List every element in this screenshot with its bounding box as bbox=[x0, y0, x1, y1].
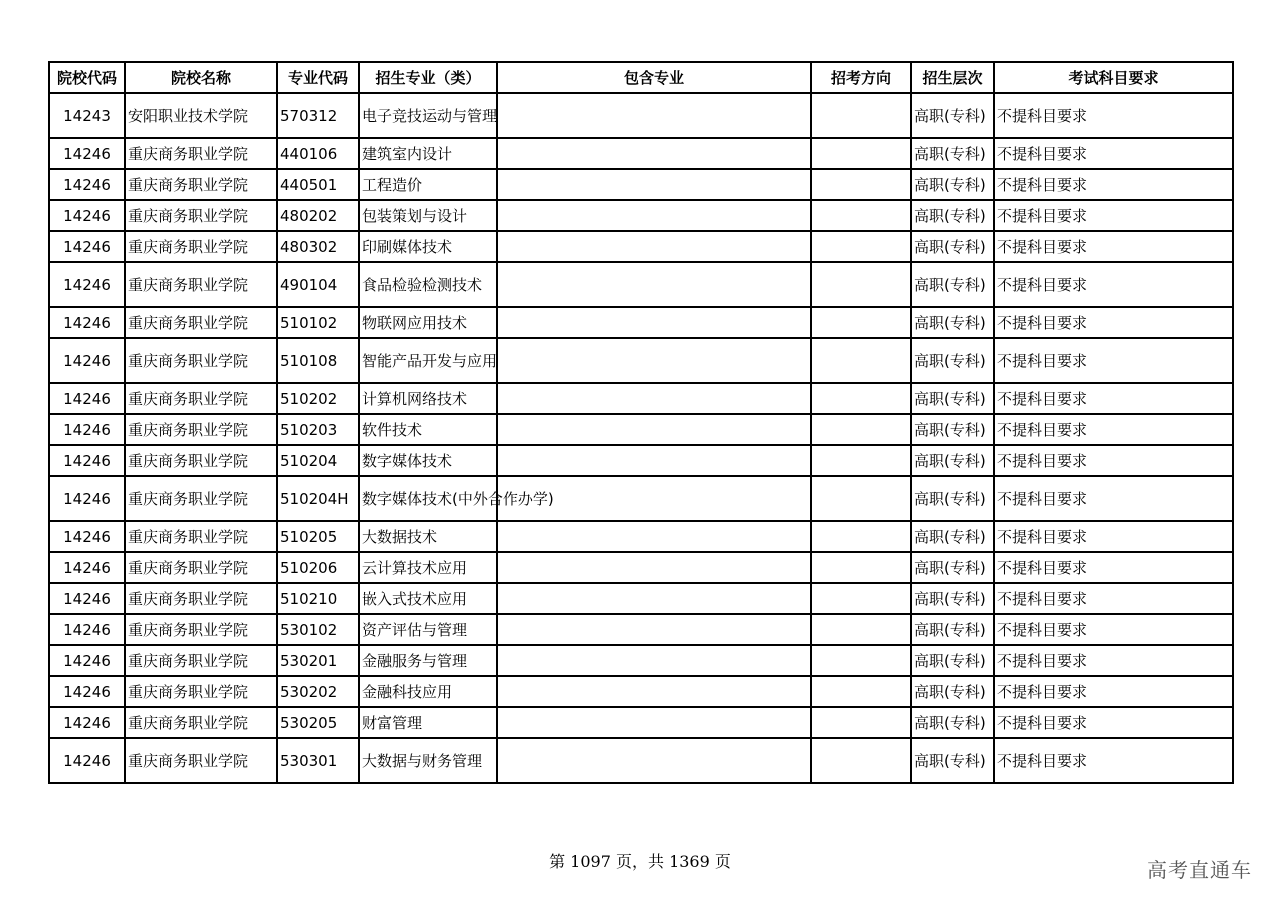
cell-requirement: 不提科目要求 bbox=[994, 552, 1233, 583]
cell-direction bbox=[811, 521, 911, 552]
cell-requirement: 不提科目要求 bbox=[994, 445, 1233, 476]
cell-school-code: 14246 bbox=[49, 583, 125, 614]
cell-direction bbox=[811, 383, 911, 414]
cell-major: 工程造价 bbox=[359, 169, 497, 200]
cell-direction bbox=[811, 476, 911, 521]
cell-direction bbox=[811, 138, 911, 169]
cell-major-code: 480202 bbox=[277, 200, 359, 231]
table-row bbox=[49, 707, 1233, 738]
cell-requirement: 不提科目要求 bbox=[994, 707, 1233, 738]
cell-major-code: 480302 bbox=[277, 231, 359, 262]
cell-major-code: 570312 bbox=[277, 93, 359, 138]
cell-includes bbox=[497, 338, 811, 383]
cell-major: 食品检验检测技术 bbox=[359, 262, 497, 307]
cell-school-code: 14246 bbox=[49, 200, 125, 231]
cell-includes bbox=[497, 676, 811, 707]
table-row bbox=[49, 93, 1233, 138]
cell-level: 高职(专科) bbox=[911, 521, 994, 552]
header-school-code: 院校代码 bbox=[49, 62, 125, 93]
cell-direction bbox=[811, 338, 911, 383]
cell-major-code: 440501 bbox=[277, 169, 359, 200]
cell-major: 数字媒体技术(中外合作办学) bbox=[359, 476, 497, 521]
cell-requirement: 不提科目要求 bbox=[994, 614, 1233, 645]
table-row bbox=[49, 200, 1233, 231]
cell-includes bbox=[497, 200, 811, 231]
cell-requirement: 不提科目要求 bbox=[994, 676, 1233, 707]
cell-level: 高职(专科) bbox=[911, 583, 994, 614]
cell-level: 高职(专科) bbox=[911, 676, 994, 707]
cell-school-name: 重庆商务职业学院 bbox=[125, 521, 277, 552]
cell-school-code: 14246 bbox=[49, 138, 125, 169]
table-row bbox=[49, 338, 1233, 383]
cell-major: 嵌入式技术应用 bbox=[359, 583, 497, 614]
cell-major: 财富管理 bbox=[359, 707, 497, 738]
cell-major: 大数据与财务管理 bbox=[359, 738, 497, 783]
cell-major: 软件技术 bbox=[359, 414, 497, 445]
cell-level: 高职(专科) bbox=[911, 414, 994, 445]
cell-level: 高职(专科) bbox=[911, 707, 994, 738]
cell-major-code: 510102 bbox=[277, 307, 359, 338]
table-row bbox=[49, 552, 1233, 583]
cell-school-code: 14246 bbox=[49, 383, 125, 414]
table-row bbox=[49, 645, 1233, 676]
cell-school-code: 14246 bbox=[49, 445, 125, 476]
cell-includes bbox=[497, 645, 811, 676]
cell-school-name: 重庆商务职业学院 bbox=[125, 307, 277, 338]
cell-includes bbox=[497, 445, 811, 476]
cell-school-code: 14246 bbox=[49, 676, 125, 707]
cell-school-name: 重庆商务职业学院 bbox=[125, 676, 277, 707]
cell-school-code: 14246 bbox=[49, 707, 125, 738]
cell-level: 高职(专科) bbox=[911, 383, 994, 414]
admissions-table bbox=[48, 61, 1234, 784]
cell-school-code: 14246 bbox=[49, 338, 125, 383]
cell-requirement: 不提科目要求 bbox=[994, 169, 1233, 200]
table-row bbox=[49, 445, 1233, 476]
cell-direction bbox=[811, 445, 911, 476]
cell-requirement: 不提科目要求 bbox=[994, 93, 1233, 138]
cell-includes bbox=[497, 307, 811, 338]
cell-direction bbox=[811, 93, 911, 138]
table-row bbox=[49, 414, 1233, 445]
table-row bbox=[49, 231, 1233, 262]
cell-major: 印刷媒体技术 bbox=[359, 231, 497, 262]
cell-major: 资产评估与管理 bbox=[359, 614, 497, 645]
cell-direction bbox=[811, 414, 911, 445]
cell-includes bbox=[497, 614, 811, 645]
cell-major-code: 530201 bbox=[277, 645, 359, 676]
table-row bbox=[49, 614, 1233, 645]
cell-includes bbox=[497, 552, 811, 583]
cell-major-code: 510210 bbox=[277, 583, 359, 614]
table-row bbox=[49, 262, 1233, 307]
cell-school-name: 重庆商务职业学院 bbox=[125, 583, 277, 614]
cell-level: 高职(专科) bbox=[911, 645, 994, 676]
cell-school-name: 重庆商务职业学院 bbox=[125, 645, 277, 676]
cell-requirement: 不提科目要求 bbox=[994, 262, 1233, 307]
header-school-name: 院校名称 bbox=[125, 62, 277, 93]
cell-school-name: 重庆商务职业学院 bbox=[125, 445, 277, 476]
cell-school-code: 14246 bbox=[49, 476, 125, 521]
page-number-footer: 第 1097 页，共 1369 页 bbox=[549, 852, 731, 871]
cell-level: 高职(专科) bbox=[911, 307, 994, 338]
cell-requirement: 不提科目要求 bbox=[994, 645, 1233, 676]
cell-direction bbox=[811, 738, 911, 783]
cell-requirement: 不提科目要求 bbox=[994, 583, 1233, 614]
cell-school-name: 重庆商务职业学院 bbox=[125, 414, 277, 445]
cell-direction bbox=[811, 614, 911, 645]
cell-school-code: 14246 bbox=[49, 262, 125, 307]
cell-school-name: 重庆商务职业学院 bbox=[125, 707, 277, 738]
cell-major-code: 510108 bbox=[277, 338, 359, 383]
cell-major-code: 510206 bbox=[277, 552, 359, 583]
cell-level: 高职(专科) bbox=[911, 262, 994, 307]
cell-level: 高职(专科) bbox=[911, 338, 994, 383]
cell-major-code: 530301 bbox=[277, 738, 359, 783]
cell-requirement: 不提科目要求 bbox=[994, 738, 1233, 783]
cell-school-code: 14246 bbox=[49, 614, 125, 645]
cell-requirement: 不提科目要求 bbox=[994, 414, 1233, 445]
cell-includes bbox=[497, 93, 811, 138]
cell-school-name: 重庆商务职业学院 bbox=[125, 614, 277, 645]
cell-major: 智能产品开发与应用 bbox=[359, 338, 497, 383]
cell-major-code: 440106 bbox=[277, 138, 359, 169]
cell-school-name: 重庆商务职业学院 bbox=[125, 169, 277, 200]
cell-school-name: 重庆商务职业学院 bbox=[125, 200, 277, 231]
cell-includes bbox=[497, 414, 811, 445]
cell-direction bbox=[811, 583, 911, 614]
cell-includes bbox=[497, 383, 811, 414]
table-row bbox=[49, 738, 1233, 783]
table-row bbox=[49, 169, 1233, 200]
cell-school-code: 14246 bbox=[49, 521, 125, 552]
table-row bbox=[49, 383, 1233, 414]
cell-school-name: 重庆商务职业学院 bbox=[125, 231, 277, 262]
cell-school-name: 安阳职业技术学院 bbox=[125, 93, 277, 138]
cell-includes bbox=[497, 738, 811, 783]
cell-level: 高职(专科) bbox=[911, 231, 994, 262]
cell-requirement: 不提科目要求 bbox=[994, 200, 1233, 231]
cell-requirement: 不提科目要求 bbox=[994, 521, 1233, 552]
cell-major-code: 510202 bbox=[277, 383, 359, 414]
cell-includes bbox=[497, 583, 811, 614]
cell-major: 包装策划与设计 bbox=[359, 200, 497, 231]
cell-direction bbox=[811, 307, 911, 338]
header-major: 招生专业（类） bbox=[359, 62, 497, 93]
cell-school-name: 重庆商务职业学院 bbox=[125, 338, 277, 383]
cell-direction bbox=[811, 552, 911, 583]
cell-school-code: 14246 bbox=[49, 645, 125, 676]
cell-direction bbox=[811, 200, 911, 231]
cell-school-code: 14246 bbox=[49, 169, 125, 200]
table-row bbox=[49, 676, 1233, 707]
header-level: 招生层次 bbox=[911, 62, 994, 93]
table-header-row bbox=[49, 62, 1233, 93]
header-requirement: 考试科目要求 bbox=[994, 62, 1233, 93]
cell-major: 计算机网络技术 bbox=[359, 383, 497, 414]
cell-includes bbox=[497, 707, 811, 738]
cell-includes bbox=[497, 231, 811, 262]
cell-major: 大数据技术 bbox=[359, 521, 497, 552]
cell-school-code: 14246 bbox=[49, 738, 125, 783]
cell-school-name: 重庆商务职业学院 bbox=[125, 138, 277, 169]
cell-includes bbox=[497, 521, 811, 552]
header-direction: 招考方向 bbox=[811, 62, 911, 93]
cell-includes bbox=[497, 262, 811, 307]
cell-major-code: 530102 bbox=[277, 614, 359, 645]
cell-requirement: 不提科目要求 bbox=[994, 338, 1233, 383]
cell-major: 金融科技应用 bbox=[359, 676, 497, 707]
cell-level: 高职(专科) bbox=[911, 476, 994, 521]
cell-school-code: 14246 bbox=[49, 307, 125, 338]
cell-school-code: 14246 bbox=[49, 552, 125, 583]
cell-major: 数字媒体技术 bbox=[359, 445, 497, 476]
table-row bbox=[49, 521, 1233, 552]
cell-level: 高职(专科) bbox=[911, 738, 994, 783]
cell-level: 高职(专科) bbox=[911, 138, 994, 169]
cell-level: 高职(专科) bbox=[911, 169, 994, 200]
cell-major-code: 510204H bbox=[277, 476, 359, 521]
cell-direction bbox=[811, 676, 911, 707]
cell-includes bbox=[497, 138, 811, 169]
cell-school-name: 重庆商务职业学院 bbox=[125, 738, 277, 783]
cell-major-code: 490104 bbox=[277, 262, 359, 307]
cell-major: 电子竞技运动与管理 bbox=[359, 93, 497, 138]
cell-major-code: 530202 bbox=[277, 676, 359, 707]
table-row bbox=[49, 583, 1233, 614]
cell-school-code: 14246 bbox=[49, 414, 125, 445]
cell-direction bbox=[811, 645, 911, 676]
cell-requirement: 不提科目要求 bbox=[994, 307, 1233, 338]
cell-level: 高职(专科) bbox=[911, 552, 994, 583]
cell-major: 金融服务与管理 bbox=[359, 645, 497, 676]
cell-major: 物联网应用技术 bbox=[359, 307, 497, 338]
cell-school-name: 重庆商务职业学院 bbox=[125, 262, 277, 307]
watermark-logo-text: 高考直通车 bbox=[1147, 858, 1252, 882]
cell-direction bbox=[811, 231, 911, 262]
cell-major: 云计算技术应用 bbox=[359, 552, 497, 583]
cell-level: 高职(专科) bbox=[911, 445, 994, 476]
cell-level: 高职(专科) bbox=[911, 93, 994, 138]
cell-major-code: 510203 bbox=[277, 414, 359, 445]
cell-school-name: 重庆商务职业学院 bbox=[125, 552, 277, 583]
cell-level: 高职(专科) bbox=[911, 200, 994, 231]
cell-school-name: 重庆商务职业学院 bbox=[125, 476, 277, 521]
cell-direction bbox=[811, 262, 911, 307]
table-row bbox=[49, 138, 1233, 169]
cell-direction bbox=[811, 707, 911, 738]
cell-requirement: 不提科目要求 bbox=[994, 231, 1233, 262]
cell-requirement: 不提科目要求 bbox=[994, 383, 1233, 414]
cell-major-code: 510205 bbox=[277, 521, 359, 552]
table-row bbox=[49, 307, 1233, 338]
cell-school-code: 14246 bbox=[49, 231, 125, 262]
cell-major-code: 510204 bbox=[277, 445, 359, 476]
cell-major-code: 530205 bbox=[277, 707, 359, 738]
cell-direction bbox=[811, 169, 911, 200]
cell-school-name: 重庆商务职业学院 bbox=[125, 383, 277, 414]
table-row bbox=[49, 476, 1233, 521]
cell-requirement: 不提科目要求 bbox=[994, 476, 1233, 521]
cell-major: 建筑室内设计 bbox=[359, 138, 497, 169]
cell-requirement: 不提科目要求 bbox=[994, 138, 1233, 169]
header-major-code: 专业代码 bbox=[277, 62, 359, 93]
header-includes: 包含专业 bbox=[497, 62, 811, 93]
cell-school-code: 14243 bbox=[49, 93, 125, 138]
cell-level: 高职(专科) bbox=[911, 614, 994, 645]
cell-includes bbox=[497, 169, 811, 200]
